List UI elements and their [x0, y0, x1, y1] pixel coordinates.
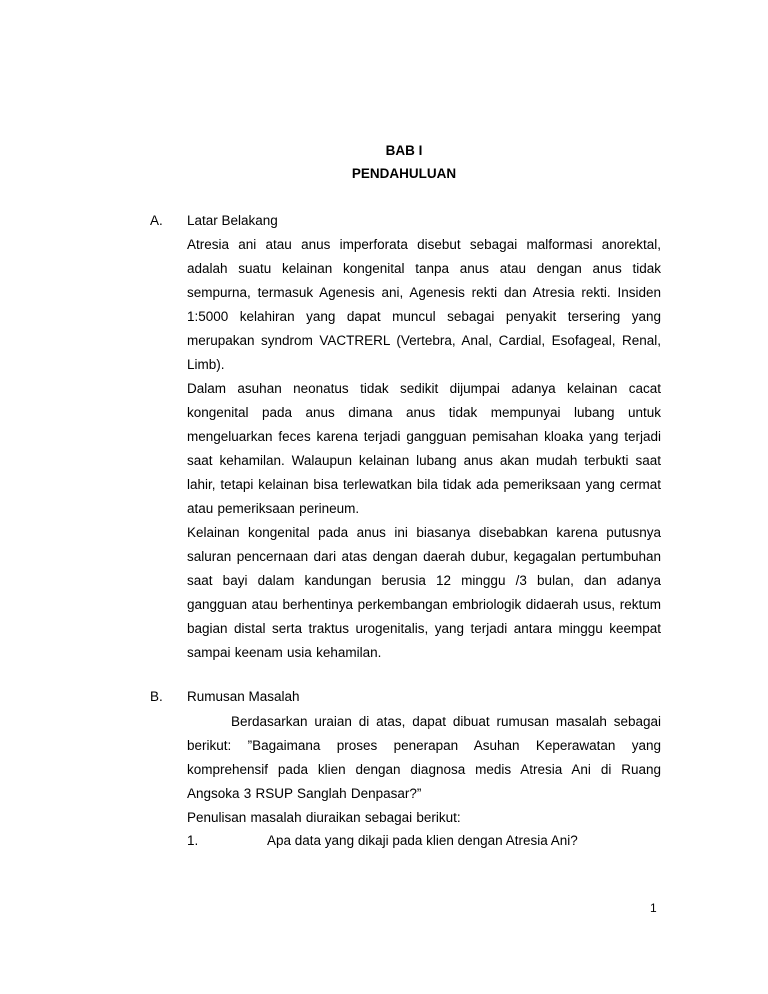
list-item — [187, 833, 578, 849]
section-b-paragraph-2: Penulisan masalah diuraikan sebagai berikut: — [187, 810, 461, 825]
section-a-title: Latar Belakang — [187, 213, 278, 228]
list-item-text: Apa data yang dikaji pada klien dengan Atresia Ani? — [267, 833, 578, 848]
list-item-number: 1. — [187, 833, 199, 848]
section-b-heading — [150, 689, 300, 705]
chapter-title: PENDAHULUAN — [351, 166, 457, 181]
page-number: 1 — [650, 901, 657, 915]
section-b-title: Rumusan Masalah — [187, 689, 300, 704]
section-a-heading — [150, 213, 278, 229]
section-a-paragraph-2: Dalam asuhan neonatus tidak sedikit dijumpai adanya kelainan cacat kongenital pada anus dimana anus tidak mempunyai lubang untuk mengeluarkan feces karena terjadi gangguan pemisahan kloaka yang terjadi saat kehamilan. Walaupun kelainan lubang anus akan mudah terbukti saat lahir, tetapi kelainan bisa terlewatkan bila tidak ada pemeriksaan yang cermat atau pemeriksaan perineum. — [187, 381, 661, 516]
section-b-paragraph-1: Berdasarkan uraian di atas, dapat dibuat rumusan masalah sebagai berikut: ”Bagaimana proses penerapan Asuhan Keperawatan yang komprehensif pada klien dengan diagnosa medis Atresia Ani di Ruang Angsoka 3 RSUP Sanglah Denpasar?” — [187, 714, 661, 801]
section-a-paragraph-3: Kelainan kongenital pada anus ini biasanya disebabkan karena putusnya saluran pencernaan dari atas dengan daerah dubur, kegagalan pertumbuhan saat bayi dalam kandungan berusia 12 minggu /3 bulan, dan adanya gangguan atau berhentinya perkembangan embriologik didaerah usus, rektum bagian distal serta traktus urogenitalis, yang terjadi antara minggu keempat sampai keenam usia kehamilan. — [187, 525, 661, 660]
section-a-letter: A. — [150, 213, 163, 228]
chapter-number: BAB I — [385, 143, 423, 158]
section-a-paragraph-1: Atresia ani atau anus imperforata disebut sebagai malformasi anorektal, adalah suatu kelainan kongenital tanpa anus atau dengan anus tidak sempurna, termasuk Agenesis ani, Agenesis rekti dan Atresia rekti. Insiden 1:5000 kelahiran yang dapat muncul sebagai penyakit tersering yang merupakan syndrom VACTRERL (Vertebra, Anal, Cardial, Esofageal, Renal, Limb). — [187, 237, 661, 372]
section-b-letter: B. — [150, 689, 163, 704]
